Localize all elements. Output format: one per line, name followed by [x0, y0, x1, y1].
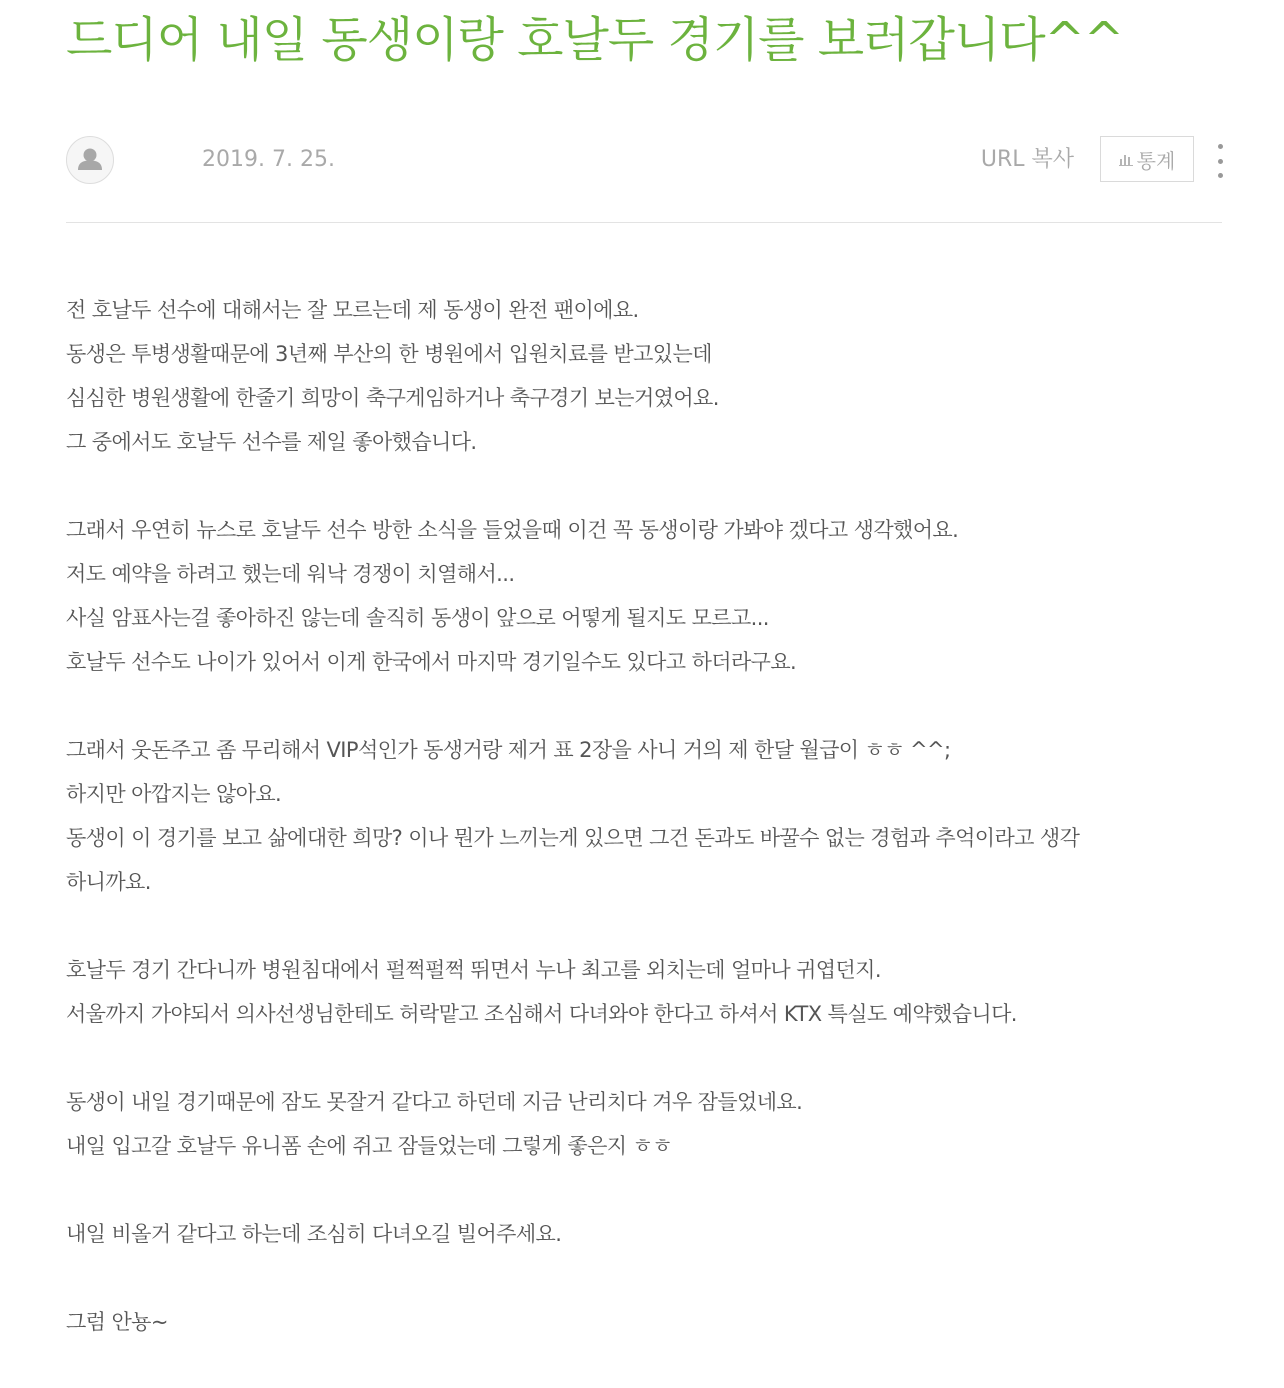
body-line: 하지만 아깝지는 않아요. — [66, 782, 282, 806]
header-divider — [66, 222, 1222, 223]
url-copy-link[interactable]: URL 복사 — [980, 147, 1074, 172]
stats-button[interactable] — [1100, 136, 1194, 182]
body-line: 심심한 병원생활에 한줄기 희망이 축구게임하거나 축구경기 보는거였어요. — [66, 386, 719, 410]
body-paragraph — [66, 1080, 1226, 1168]
body-paragraph — [66, 948, 1226, 1036]
body-line: 그래서 웃돈주고 좀 무리해서 VIP석인가 동생거랑 제거 표 2장을 사니 거의 제 한달 월급이 ㅎㅎ ^^; — [66, 738, 951, 762]
body-line: 저도 예약을 하려고 했는데 워낙 경쟁이 치열해서... — [66, 562, 515, 586]
body-line: 호날두 선수도 나이가 있어서 이게 한국에서 마지막 경기일수도 있다고 하더라구요. — [66, 650, 797, 674]
vertical-dots-icon — [1218, 159, 1223, 164]
avatar[interactable] — [66, 136, 114, 184]
body-paragraph — [66, 1212, 1226, 1256]
body-paragraph — [66, 728, 1226, 904]
more-menu-button[interactable] — [1214, 144, 1226, 178]
post-title: 드디어 내일 동생이랑 호날두 경기를 보러갑니다^^ — [66, 12, 1124, 68]
bar-chart-icon — [1119, 152, 1133, 166]
body-line: 그래서 우연히 뉴스로 호날두 선수 방한 소식을 들었을때 이건 꼭 동생이랑 가봐야 겠다고 생각했어요. — [66, 518, 959, 542]
body-paragraph — [66, 288, 1226, 464]
body-line: 동생은 투병생활때문에 3년째 부산의 한 병원에서 입원치료를 받고있는데 — [66, 342, 712, 366]
body-paragraph — [66, 508, 1226, 684]
body-paragraph — [66, 1300, 1226, 1344]
body-line: 사실 암표사는걸 좋아하진 않는데 솔직히 동생이 앞으로 어떻게 될지도 모르고... — [66, 606, 769, 630]
body-line: 서울까지 가야되서 의사선생님한테도 허락맡고 조심해서 다녀와야 한다고 하셔서 KTX 특실도 예약했습니다. — [66, 1002, 1017, 1026]
post-date: 2019. 7. 25. — [202, 147, 335, 172]
body-line: 동생이 내일 경기때문에 잠도 못잘거 같다고 하던데 지금 난리치다 겨우 잠들었네요. — [66, 1090, 803, 1114]
default-user-icon — [67, 137, 113, 183]
body-line: 내일 입고갈 호날두 유니폼 손에 쥐고 잠들었는데 그렇게 좋은지 ㅎㅎ — [66, 1134, 672, 1158]
vertical-dots-icon — [1218, 144, 1223, 149]
body-line: 하니까요. — [66, 870, 151, 894]
post-body — [66, 288, 1226, 1388]
body-line: 전 호날두 선수에 대해서는 잘 모르는데 제 동생이 완전 팬이에요. — [66, 298, 639, 322]
stats-label: 통계 — [1136, 148, 1176, 173]
body-line: 그 중에서도 호날두 선수를 제일 좋아했습니다. — [66, 430, 477, 454]
vertical-dots-icon — [1218, 173, 1223, 178]
body-line: 호날두 경기 간다니까 병원침대에서 펄쩍펄쩍 뛰면서 누나 최고를 외치는데 얼마나 귀엽던지. — [66, 958, 881, 982]
body-line: 내일 비올거 같다고 하는데 조심히 다녀오길 빌어주세요. — [66, 1222, 562, 1246]
body-line: 그럼 안뇽~ — [66, 1310, 168, 1334]
post-meta — [66, 136, 1226, 186]
body-line: 동생이 이 경기를 보고 삶에대한 희망? 이나 뭔가 느끼는게 있으면 그건 돈과도 바꿀수 없는 경험과 추억이라고 생각 — [66, 826, 1080, 850]
